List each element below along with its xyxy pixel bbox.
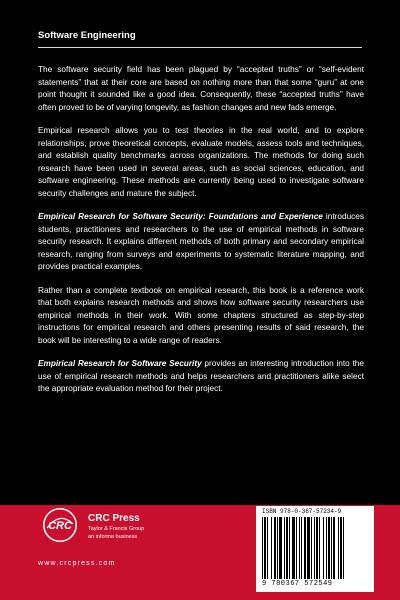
isbn-label: ISBN 978-0-367-57234-9 (262, 508, 342, 515)
barcode-icon (262, 517, 368, 579)
barcode-digits: 9 780367 572549 (262, 580, 333, 588)
blurb-paragraph-5 (38, 358, 364, 396)
blurb-paragraph-1: The software security field has been plagued by “accepted truths” or “self-evident statements” that at their core are based on nothing more than that some “guru” at one point thought it sounded like a good idea. Consequently, these “accepted truths” have often proved to be of varying longevity, as fashion changes and new fads emerge. (38, 65, 364, 112)
blurb-paragraph-3-text: introduces students, practitioners and researchers to the use of empirical methods in software security research. It explains different methods of both primary and secondary empirical research, ranging from surveys and experiments to systematic literature mapping, and provides practical examples. (38, 212, 364, 271)
book-title-emphasis-2: Empirical Research for Software Security (38, 359, 202, 368)
svg-text:CRC: CRC (48, 520, 72, 532)
header-divider (38, 47, 362, 48)
blurb-paragraph-4: Rather than a complete textbook on empirical research, this book is a reference work that both explains research methods and shows how software security researchers use empirical methods in their work. With some chapters structured as step-by-step instructions for empirical research and others presenting results of said research, the book will be interesting to a wide range of readers. (38, 285, 364, 345)
book-title-emphasis: Empirical Research for Software Security: Foundations and Experience (38, 212, 323, 221)
crc-press-logo-icon (38, 506, 86, 544)
series-title: Software Engineering (38, 30, 136, 41)
blurb-paragraph-3 (38, 211, 364, 274)
publisher-tagline: an informa business (88, 534, 138, 540)
publisher-group: Taylor & Francis Group (88, 526, 145, 532)
publisher-name: CRC Press (88, 513, 140, 524)
blurb-paragraph-5-text: provides an interesting introduction into the use of empirical research methods and helps researchers and practitioners alike select the appropriate evaluation method for their project. (38, 359, 364, 393)
blurb-text (38, 64, 364, 407)
blurb-paragraph-2: Empirical research allows you to test theories in the real world, and to explore relationships, prove theoretical concepts, evaluate models, assess tools and techniques, and establish quality benchmarks across organizations. The methods for doing such research have been used in several areas, such as social sciences, education, and software engineering. These methods are currently being used to investigate software security challenges and mature the subject. (38, 126, 364, 198)
publisher-url: www.crcpress.com (38, 560, 116, 567)
